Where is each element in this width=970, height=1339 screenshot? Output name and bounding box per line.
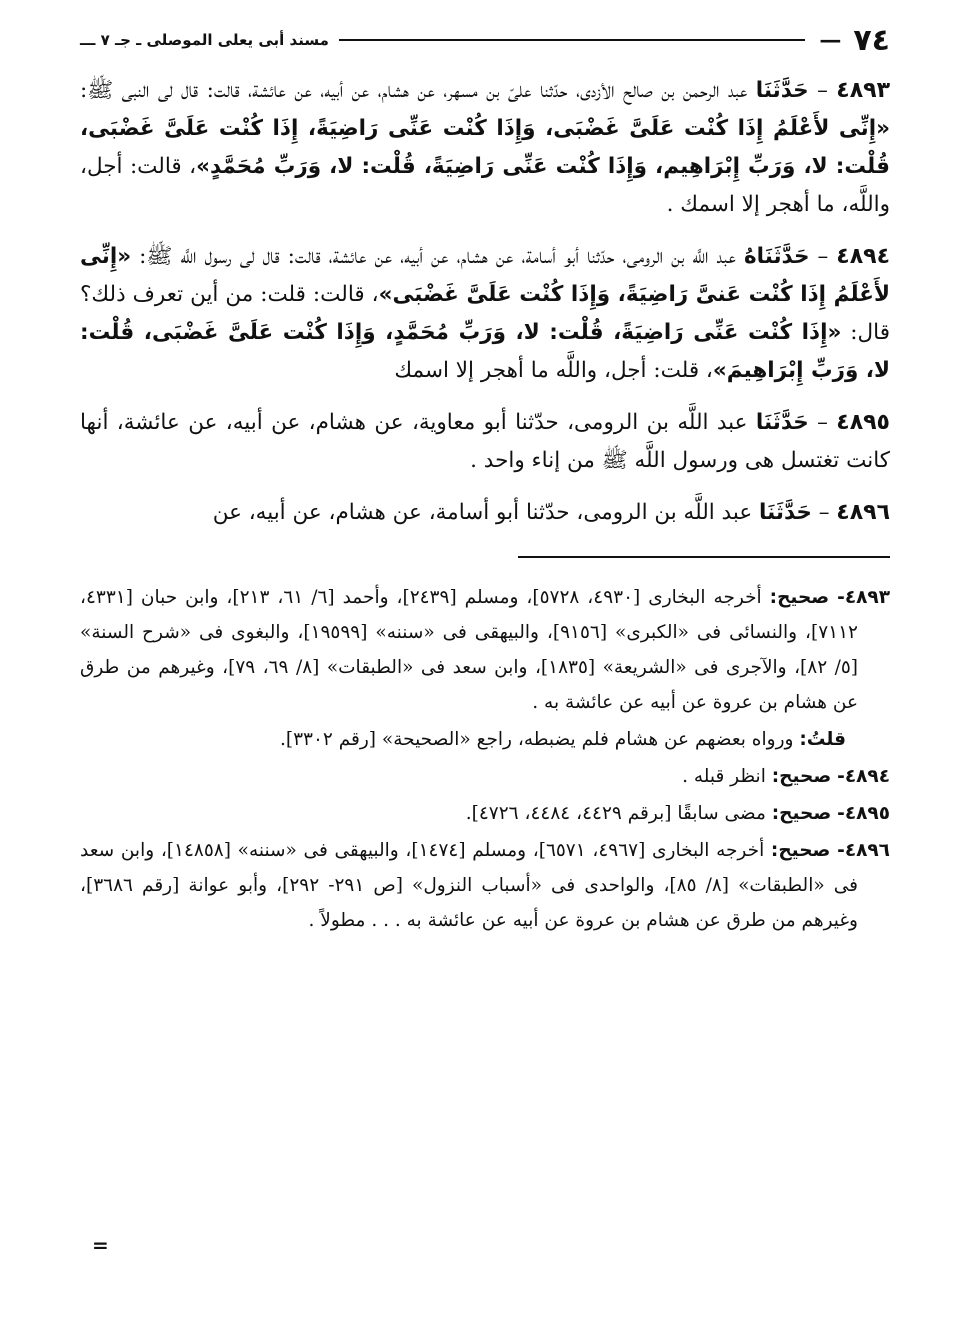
footnote-text: انظر قبله . (682, 766, 766, 787)
footnote-number: ٤٨٩٤- (837, 766, 890, 787)
hadith-number: ٤٨٩٣ (836, 78, 891, 103)
footnote-text: أخرجه البخارى [٤٩٣٠، ٥٧٢٨]، ومسلم [٢٤٣٩]، وأحمد [٦/ ٦١، ٢١٣]، وابن حبان [٤٣٣١، ٧١١٢]، والنسائى فى «الكبرى» [٩١٥٦]، والبيهقى فى «سننه» [١٩٥٩٩]، والبغوى فى «شرح السنة» [٥/ ٨٢]، والآجرى فى «الشريعة» [١٨٣٥]، وابن سعد فى «الطبقات» [٨/ ٦٩، ٧٩]، وغيرهم من طرق عن هشام بن عروة عن أبيه عن عائشة به . (80, 587, 858, 713)
hadith-text: عبد اللَّه بن الرومى، حدّثنا أبو أسامة، عن هشام، عن أبيه، عن (212, 500, 753, 525)
footnote-4895 (80, 796, 890, 831)
footnote-number: ٤٨٩٦- (837, 840, 890, 861)
footnote-grade: صحيح: (769, 587, 830, 608)
footnote-grade: صحيح: (771, 803, 832, 824)
hadith-4896: ٤٨٩٦ – حَدَّثَنَا عبد اللَّه بن الرومى، حدّثنا أبو أسامة، عن هشام، عن أبيه، عن (212, 500, 890, 525)
footnote-text: ورواه بعضهم عن هشام فلم يضبطه، راجع «الصحيحة» [رقم ٣٣٠٢]. (279, 729, 794, 750)
hadith-narration-verb: حَدَّثَنَا (759, 500, 812, 525)
footnote-number: ٤٨٩٥- (837, 803, 890, 824)
footnote-editor-note (80, 722, 890, 757)
footnote-text: أخرجه البخارى [٤٩٦٧، ٦٥٧١]، ومسلم [١٤٧٤]، والبيهقى فى «سننه» [١٤٨٥٨]، وابن سعد فى «الطبقات» [٨/ ٨٥]، والواحدى فى «أسباب النزول» [ص ٢٩١- ٢٩٢]، وأبو عوانة [رقم ٣٦٨٦]، وغيرهم من طرق عن هشام بن عروة عن أبيه عن عائشة به . . . مطولاً . (80, 840, 858, 931)
hadith-number: ٤٨٩٦ (836, 500, 890, 525)
hadith-text: عبد اللَّه بن الرومى، حدّثنا أبو أسامة، عن هشام، عن أبيه، عن عائشة، قالت: قال لى رسول اللَّه ﷺ: (131, 244, 736, 269)
footnote-number: ٤٨٩٣- (837, 587, 891, 608)
header-dash: — (819, 27, 842, 53)
book-title: مسند أبى يعلى الموصلى ـ جـ ٧ ـــ (80, 31, 329, 49)
hadith-4894: ٤٨٩٤ – حَدَّثَنَاهُ عبد اللَّه بن الرومى، حدّثنا أبو أسامة، عن هشام، عن أبيه، عن عائشة، قالت: قال لى رسول اللَّه ﷺ: «إِنِّى لأَعْلَمُ إِذَا كُنْت عَنىَّ رَاضِيَةً، وَإِذَا كُنْت عَلَىَّ غَضْبَى»، قالت: قلت: من أين تعرف ذلك؟ قال: «إِذَا كُنْت عَنِّى رَاضِيَةً، قُلْت: لا، وَرَبِّ مُحَمَّدٍ، وَإِذَا كُنْت عَلَىَّ غَضْبَى، قُلْت: لا، وَرَبِّ إِبْرَاهِيمَ»، قلت: أجل، واللَّه ما أهجر إلا اسمك (80, 244, 891, 383)
continuation-mark: = (92, 1233, 109, 1257)
hadith-4893: ٤٨٩٣ – حَدَّثَنَا عبد الرحمن بن صالح الأزدى، حدّثنا علىّ بن مسهر، عن هشام، عن أبيه، عن عائشة، قالت: قال لى النبى ﷺ: «إِنِّى لأَعْلَمُ إِذَا كُنْت عَلَىَّ غَضْبَى، وَإِذَا كُنْت عَنِّى رَاضِيَةً، إِذَا كُنْت عَلَىَّ غَضْبَى، قُلْت: لا، وَرَبِّ إِبْرَاهِيم، وَإِذَا كُنْت عَنِّى رَاضِيَةً، قُلْت: لا، وَرَبِّ مُحَمَّدٍ»، قالت: أجل، واللَّه، ما أهجر إلا اسمك . (80, 78, 891, 217)
running-header (80, 22, 890, 58)
hadith-narration-verb: حَدَّثَنَا (755, 78, 809, 103)
editor-note-label: قلتُ: (799, 729, 846, 750)
footnote-4893 (80, 580, 890, 720)
footnote-text: مضى سابقًا [برقم ٤٤٢٩، ٤٤٨٤، ٤٧٢٦]. (465, 803, 766, 824)
footnote-4896 (80, 833, 890, 938)
footnote-grade: صحيح: (770, 840, 831, 861)
hadith-text: ، قالت: قلت: من أين تعرف ذلك؟ قال: (80, 282, 890, 345)
footnote-separator (518, 556, 890, 558)
hadith-quote: «إِنِّى لأَعْلَمُ إِذَا كُنْت عَلَىَّ غَضْبَى، وَإِذَا كُنْت عَنِّى رَاضِيَةً، إِذَا كُنْت عَلَىَّ غَضْبَى، قُلْت: لا، وَرَبِّ إِبْرَاهِيم، وَإِذَا كُنْت عَنِّى رَاضِيَةً، قُلْت: لا، وَرَبِّ مُحَمَّدٍ» (80, 116, 891, 179)
footnote-4894 (80, 759, 890, 794)
document-page (80, 22, 890, 1312)
hadith-number: ٤٨٩٤ (836, 244, 891, 269)
hadith-text: ، قالت: أجل، واللَّه، ما أهجر إلا اسمك . (80, 154, 890, 217)
hadith-number: ٤٨٩٥ (836, 410, 890, 435)
header-rule (339, 39, 805, 41)
hadith-text: عبد اللَّه بن الرومى، حدّثنا أبو معاوية، عن هشام، عن أبيه، عن عائشة، أنها كانت تغتسل هى ورسول اللَّه ﷺ من إناء واحد . (80, 410, 890, 473)
hadith-text: ، قلت: أجل، واللَّه ما أهجر إلا اسمك (394, 358, 713, 383)
footnote-grade: صحيح: (771, 766, 832, 787)
page-number: ٧٤ (853, 22, 890, 58)
hadith-quote: «إِذَا كُنْت عَنِّى رَاضِيَةً، قُلْت: لا، وَرَبِّ مُحَمَّدٍ، وَإِذَا كُنْت عَلَىَّ غَضْبَى، قُلْت: لا، وَرَبِّ إِبْرَاهِيمَ» (80, 320, 890, 383)
hadith-narration-verb: حَدَّثَنَاهُ (743, 244, 810, 269)
hadith-narration-verb: حَدَّثَنَا (755, 410, 809, 435)
hadith-text: عبد الرحمن بن صالح الأزدى، حدّثنا علىّ بن مسهر، عن هشام، عن أبيه، عن عائشة، قالت: قال لى النبى ﷺ: (80, 78, 748, 103)
hadith-4895: ٤٨٩٥ – حَدَّثَنَا عبد اللَّه بن الرومى، حدّثنا أبو معاوية، عن هشام، عن أبيه، عن عائشة، أنها كانت تغتسل هى ورسول اللَّه ﷺ من إناء واحد . (80, 410, 890, 473)
hadith-quote: «إِنِّى لأَعْلَمُ إِذَا كُنْت عَنىَّ رَاضِيَةً، وَإِذَا كُنْت عَلَىَّ غَضْبَى» (80, 244, 890, 307)
